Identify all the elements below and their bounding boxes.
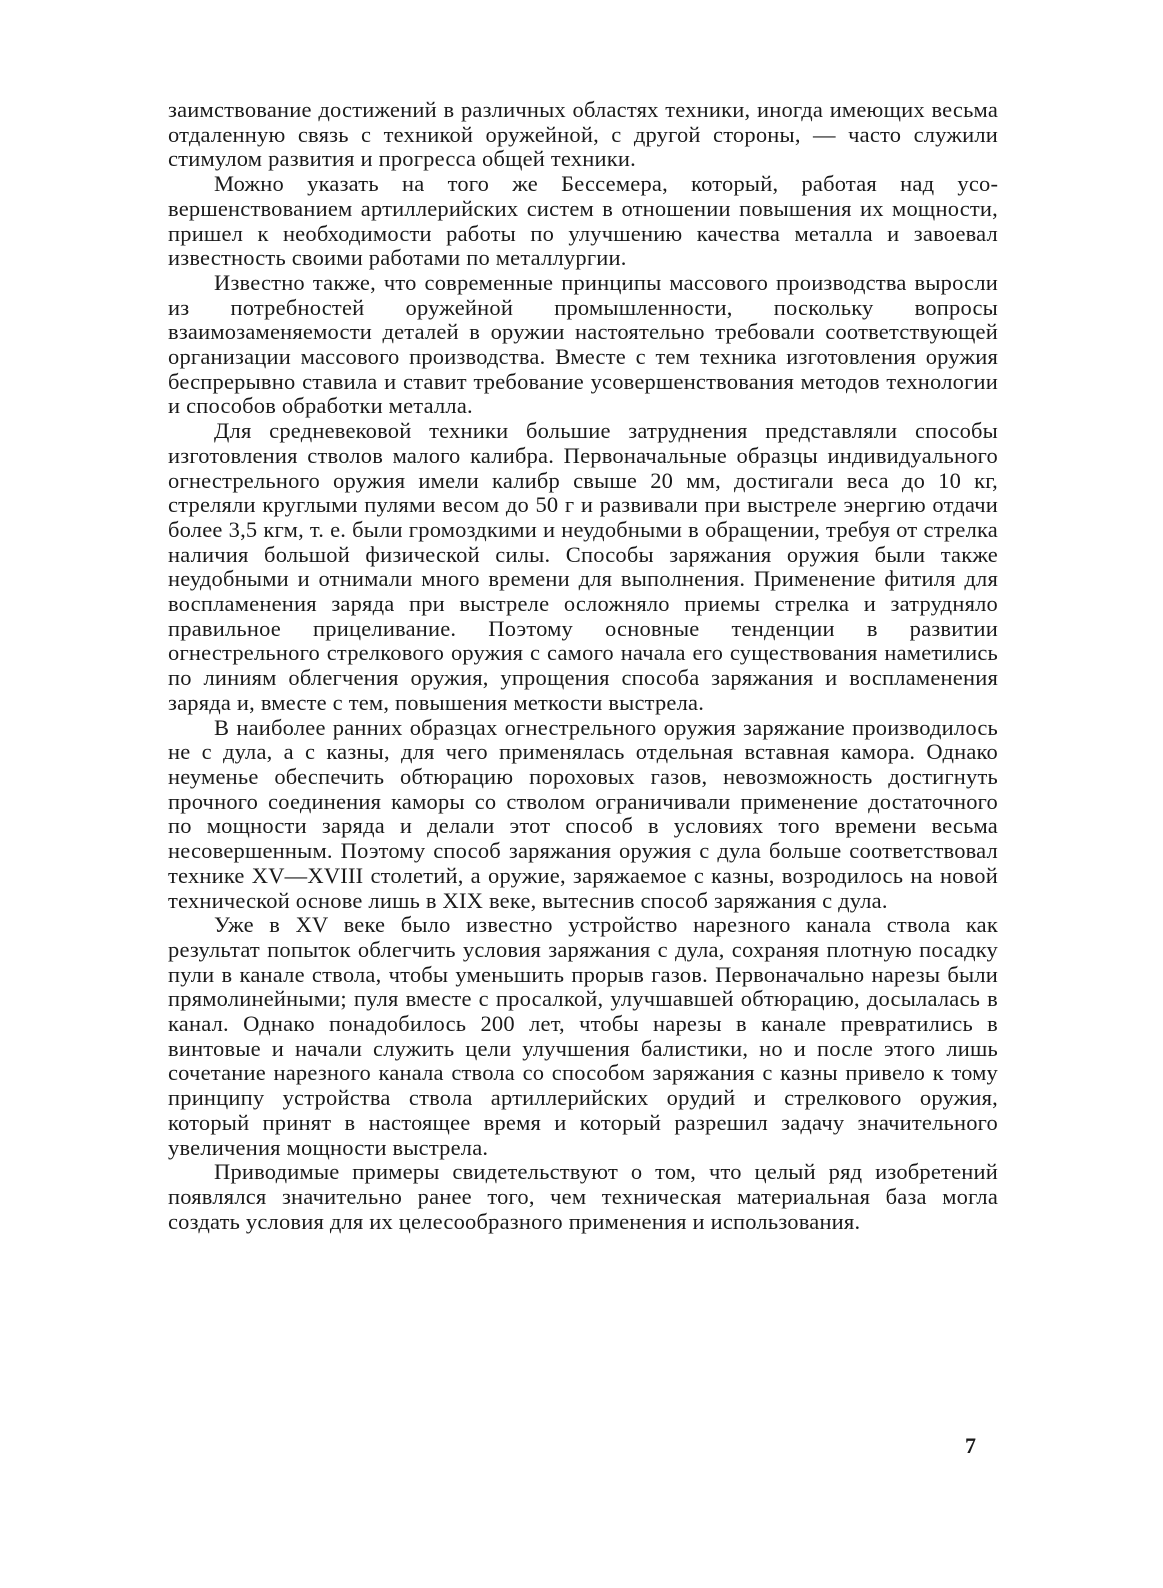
page-number: 7 bbox=[965, 1433, 976, 1458]
paragraph-4: Для средневековой техники большие затруднения представляли способы изготовления стволов малого калибра. Первоначальные образцы индивидуального огнестрельного оружия имели калибр свыше 20 мм, достигали веса до 10 кг, стреляли круглыми пулями весом до 50 г и развивали при выстреле энергию отдачи более 3,5 кгм, т. е. были громоздкими и неудобными в обращении, требуя от стрелка наличия большой физической силы. Способы заряжания оружия были также неудобными и отнимали много времени для выполнения. Применение фитиля для воспламенения заряда при выстреле осложняло приемы стрелка и затрудняло правильное прицеливание. Поэтому основные тенденции в развитии огнестрельного стрелкового оружия с самого начала его существования наметились по линиям облегчения оружия, упрощения способа заряжания и воспламенения заряда и, вместе с тем, повышения меткости выстрела. bbox=[168, 418, 998, 715]
paragraph-2: Можно указать на того же Бессемера, который, работая над усовершенствованием артиллерийских систем в отношении повышения их мощности, пришел к необходимости работы по улучшению качества металла и завоевал известность своими работами по металлургии. bbox=[168, 171, 998, 271]
paragraph-7: Приводимые примеры свидетельствуют о том, что целый ряд изобретений появлялся значительно ранее того, чем техническая материальная база могла создать условия для их целесообразного применения и использования. bbox=[168, 1159, 998, 1234]
paragraph-3: Известно также, что современные принципы массового производства выросли из потребностей оружейной промышленности, поскольку вопросы взаимозаменяемости деталей в оружии настоятельно требовали соответствующей организации массового производства. Вместе с тем техника изготовления оружия беспрерывно ставила и ставит требование усовершенствования методов технологии и способов обработки металла. bbox=[168, 269, 998, 419]
paragraph-1: заимствование достижений в различных областях техники, иногда имеющих весьма отдаленную связь с техникой оружейной, с другой стороны, — часто служили стимулом развития и прогресса общей техники. bbox=[168, 97, 998, 172]
paragraph-6: Уже в XV веке было известно устройство нарезного канала ствола как результат попыток облегчить условия заряжания с дула, сохраняя плотную посадку пули в канале ствола, чтобы уменьшить прорыв газов. Первоначально нарезы были прямолинейными; пуля вместе с просалкой, улучшавшей обтюрацию, досылалась в канал. Однако понадобилось 200 лет, чтобы нарезы в канале превратились в винтовые и начали служить цели улучшения балистики, но и после этого лишь сочетание нарезного канала ствола со способом заряжания с казны привело к тому принципу устройства ствола артиллерийских орудий и стрелкового оружия, который принят в настоящее время и который разрешил задачу значительного увеличения мощности выстрела. bbox=[168, 912, 998, 1160]
document-page bbox=[168, 98, 998, 1538]
body-text bbox=[168, 98, 998, 1234]
paragraph-5: В наиболее ранних образцах огнестрельного оружия заряжание производилось не с дула, а с казны, для чего применялась отдельная вставная камора. Однако неуменье обеспечить обтюрацию пороховых газов, невозможность достигнуть прочного соединения каморы со стволом ограничивали применение достаточного по мощности заряда и делали этот способ в условиях того времени весьма несовершенным. Поэтому способ заряжания оружия с дула больше соответствовал технике XV—XVIII столетий, а оружие, заряжаемое с казны, возродилось на новой технической основе лишь в XIX веке, вытеснив способ заряжания с дула. bbox=[168, 714, 998, 913]
